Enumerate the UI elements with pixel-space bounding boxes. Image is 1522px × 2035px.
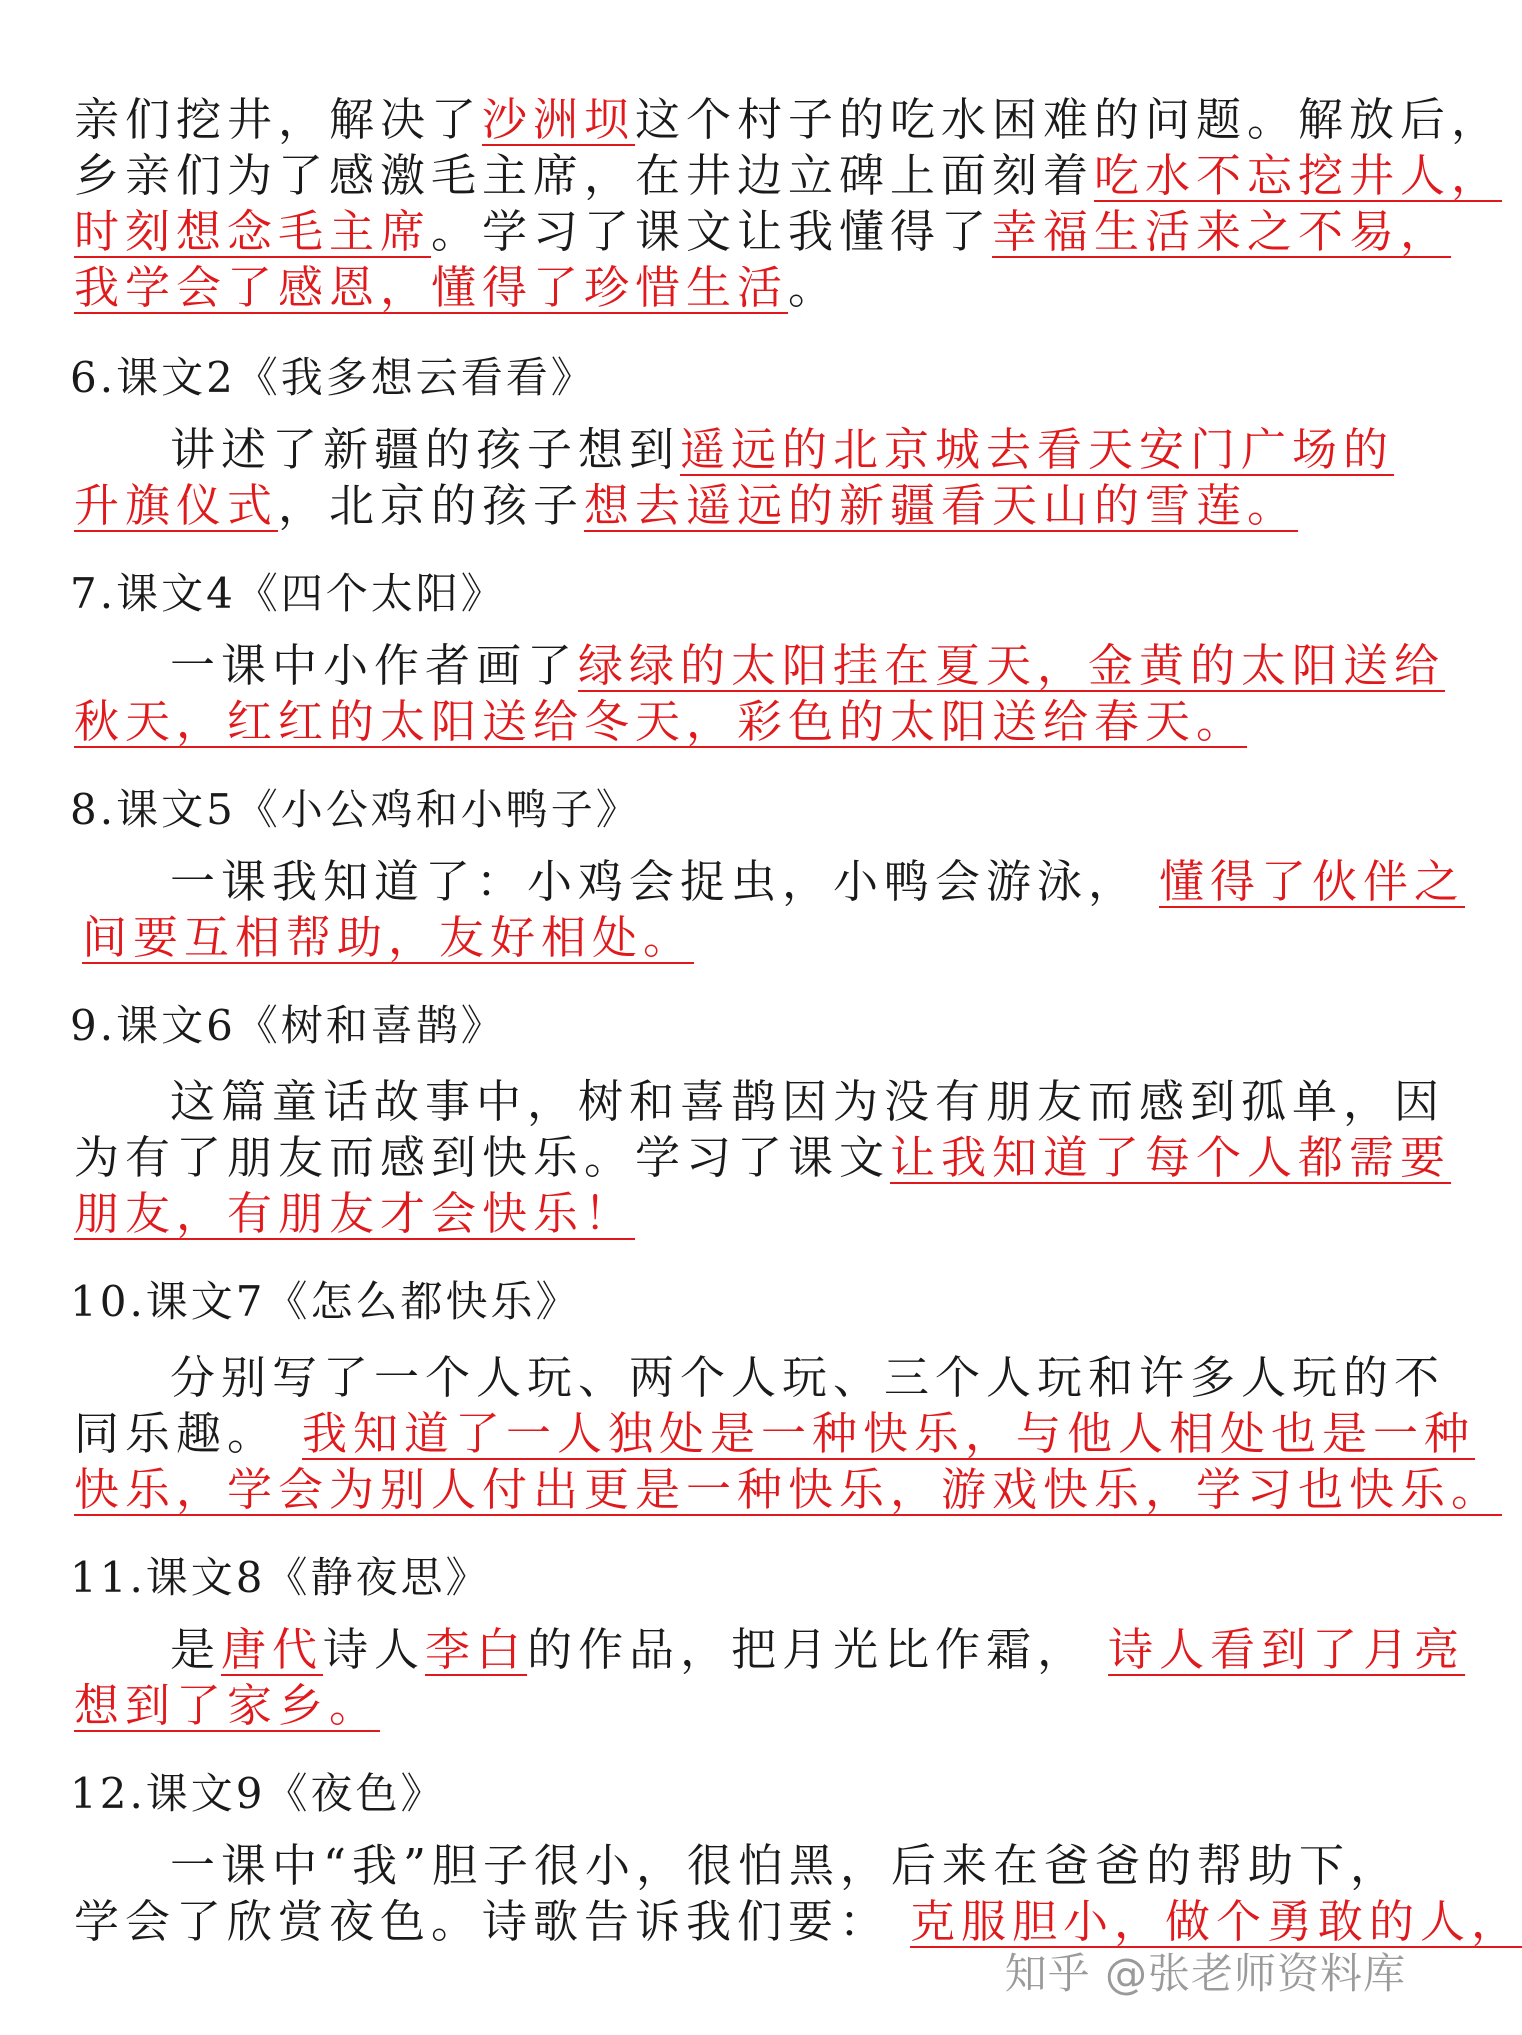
highlight-text: 克服胆小，做个勇敢的人， (910, 1895, 1522, 1948)
s9-line-1 (74, 1074, 1446, 1130)
text: 一课中小作者画了 (170, 639, 579, 692)
highlight-text: 朋友，有朋友才会快乐！ (74, 1187, 636, 1240)
text: 。学习了课文让我懂得了 (431, 205, 993, 258)
section-heading-6: 6.课文2《我多想云看看》 (70, 353, 596, 402)
highlight-text: 我学会了感恩，懂得了珍惜生活 (74, 261, 789, 314)
s8-line-1 (74, 854, 1466, 910)
highlight-text: 遥远的北京城去看天安门广场的 (680, 423, 1395, 476)
intro-line-2 (74, 148, 1503, 204)
highlight-text: 想到了家乡。 (74, 1679, 381, 1732)
section-7-paragraph (74, 638, 1446, 750)
highlight-text: 诗人看到了月亮 (1108, 1623, 1466, 1676)
text: 。 (788, 261, 840, 314)
text: 分别写了一个人玩、两个人玩、三个人玩和许多人玩的不 (170, 1351, 1446, 1404)
s12-line-1 (74, 1838, 1402, 1894)
highlight-text: 我知道了一人独处是一种快乐，与他人相处也是一种 (302, 1407, 1476, 1460)
s9-line-3 (74, 1186, 1394, 1242)
s6-line-1 (74, 422, 1394, 478)
section-11-paragraph (74, 1622, 1466, 1734)
section-heading-11: 11.课文8《静夜思》 (70, 1553, 491, 1602)
text: ，北京的孩子 (278, 479, 585, 532)
highlight-text: 李白 (425, 1623, 528, 1676)
text: 诗人 (323, 1623, 426, 1676)
intro-line-4 (74, 260, 1394, 316)
section-8-paragraph (74, 854, 1466, 966)
highlight-text: 吃水不忘挖井人， (1094, 149, 1503, 202)
highlight-text: 沙洲坝 (482, 93, 636, 146)
intro-line-3 (74, 204, 1452, 260)
s8-line-2 (74, 910, 1394, 966)
s9-line-2 (74, 1130, 1452, 1186)
text: 为有了朋友而感到快乐。学习了课文 (74, 1131, 891, 1184)
highlight-text: 升旗仪式 (74, 479, 279, 532)
text: 亲们挖井，解决了 (74, 93, 483, 146)
text: 这个村子的吃水困难的问题。解放后， (635, 93, 1503, 146)
highlight-text: 时刻想念毛主席 (74, 205, 432, 258)
text: 讲述了新疆的孩子想到 (170, 423, 681, 476)
section-12-paragraph (74, 1838, 1522, 1950)
s7-line-1 (74, 638, 1446, 694)
section-heading-8: 8.课文5《小公鸡和小鸭子》 (70, 785, 641, 834)
highlight-text: 想去遥远的新疆看天山的雪莲。 (584, 479, 1299, 532)
text: 的作品，把月光比作霜， (527, 1623, 1089, 1676)
text: 一课中“我”胆子很小，很怕黑，后来在爸爸的帮助下， (170, 1839, 1402, 1892)
s11-line-2 (74, 1678, 1394, 1734)
highlight-text: 快乐，学会为别人付出更是一种快乐，游戏快乐，学习也快乐。 (74, 1463, 1503, 1516)
highlight-text: 间要互相帮助，友好相处。 (82, 911, 695, 964)
text: 学会了欣赏夜色。诗歌告诉我们要： (74, 1895, 891, 1948)
s10-line-3 (74, 1462, 1503, 1518)
text: 乡亲们为了感激毛主席，在井边立碑上面刻着 (74, 149, 1095, 202)
section-6-paragraph (74, 422, 1394, 534)
highlight-text: 唐代 (221, 1623, 324, 1676)
text: 一课我知道了：小鸡会捉虫，小鸭会游泳， (170, 855, 1140, 908)
s11-line-1 (74, 1622, 1466, 1678)
text: 是 (170, 1623, 222, 1676)
watermark: 知乎 @张老师资料库 (1004, 1949, 1406, 1998)
section-heading-7: 7.课文4《四个太阳》 (70, 569, 506, 618)
intro-paragraph (74, 92, 1503, 316)
highlight-text: 让我知道了每个人都需要 (890, 1131, 1452, 1184)
s10-line-1 (74, 1350, 1446, 1406)
text: 这篇童话故事中，树和喜鹊因为没有朋友而感到孤单，因 (170, 1075, 1446, 1128)
highlight-text: 懂得了伙伴之 (1159, 855, 1466, 908)
s6-line-2 (74, 478, 1394, 534)
section-heading-10: 10.课文7《怎么都快乐》 (70, 1277, 581, 1326)
section-heading-9: 9.课文6《树和喜鹊》 (70, 1001, 506, 1050)
section-10-paragraph (74, 1350, 1503, 1518)
section-9-paragraph (74, 1074, 1452, 1242)
highlight-text: 幸福生活来之不易， (992, 205, 1452, 258)
s7-line-2 (74, 694, 1394, 750)
s10-line-2 (74, 1406, 1476, 1462)
text: 同乐趣。 (74, 1407, 279, 1460)
section-heading-12: 12.课文9《夜色》 (70, 1769, 446, 1818)
intro-line-1 (74, 92, 1503, 148)
highlight-text: 秋天，红红的太阳送给冬天，彩色的太阳送给春天。 (74, 695, 1248, 748)
highlight-text: 绿绿的太阳挂在夏天，金黄的太阳送给 (578, 639, 1446, 692)
